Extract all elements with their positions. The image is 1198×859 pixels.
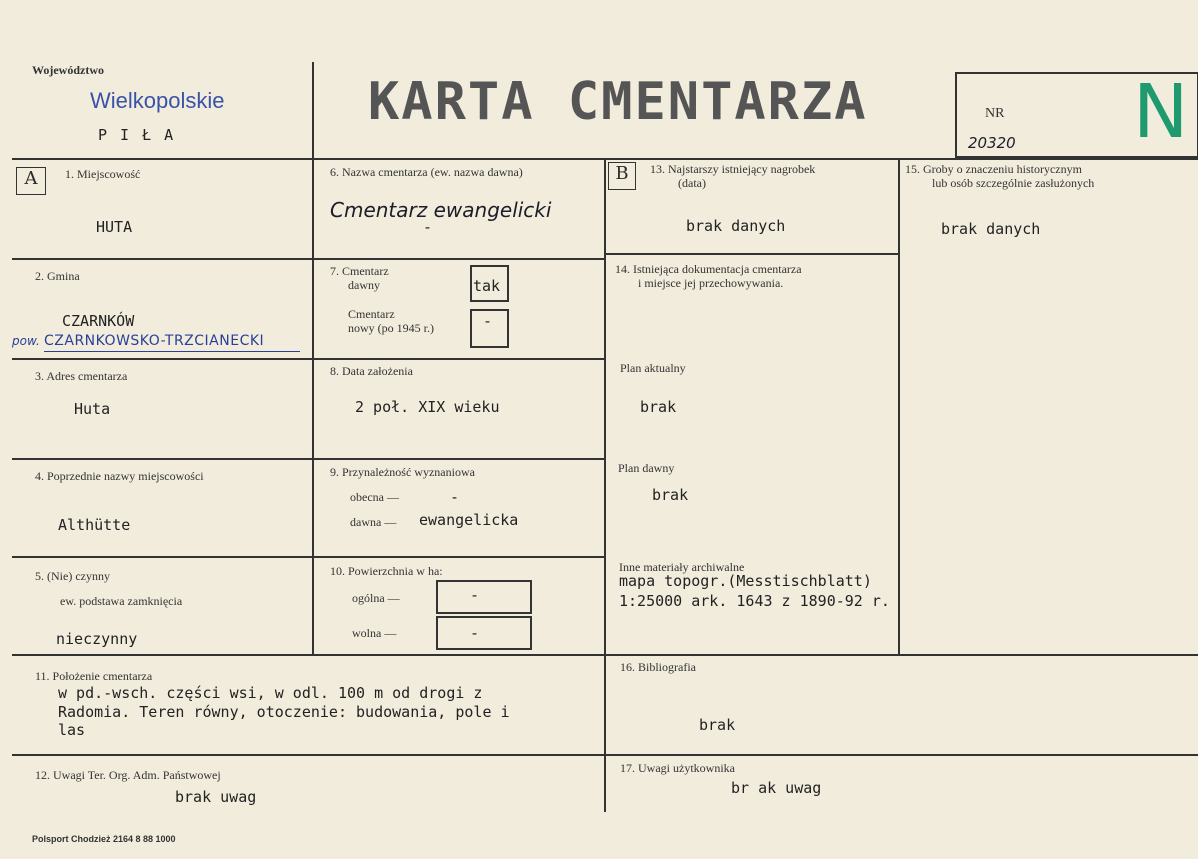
- field-17-label: 17. Uwagi użytkownika: [620, 761, 735, 775]
- inne-label: Inne materiały archiwalne: [619, 560, 745, 574]
- divider: [12, 556, 604, 558]
- inne-line-1: mapa topogr.(Messtischblatt): [619, 572, 872, 590]
- field-9-dawna-label: dawna —: [350, 515, 397, 529]
- field-2-note: CZARNKOWSKO-TRZCIANECKI: [44, 333, 265, 349]
- city-value: P I Ł A: [98, 126, 176, 144]
- field-10-wolna-box: [436, 616, 532, 650]
- plan-dawny-label: Plan dawny: [618, 461, 675, 475]
- field-11-line-1: w pd.-wsch. części wsi, w odl. 100 m od drogi z: [58, 684, 483, 702]
- divider: [12, 258, 604, 260]
- field-14-label-a: 14. Istniejąca dokumentacja cmentarza: [615, 262, 802, 276]
- divider: [604, 158, 606, 812]
- field-10-ogolna-label: ogólna —: [352, 591, 400, 605]
- wojewodztwo-stamp: Wielkopolskie: [90, 88, 225, 113]
- section-b-marker: B: [608, 162, 636, 190]
- field-10-ogolna-box: [436, 580, 532, 614]
- field-11-line-2: Radomia. Teren równy, otoczenie: budowania, pole i: [58, 703, 510, 721]
- field-11-line-3: las: [58, 721, 86, 739]
- field-4-label: 4. Poprzednie nazwy miejscowości: [35, 469, 204, 483]
- printer-footer: Polsport Chodzież 2164 8 88 1000: [32, 834, 176, 844]
- field-5-value: nieczynny: [56, 630, 138, 648]
- field-2-note-prefix: pow.: [12, 334, 40, 348]
- field-2-label: 2. Gmina: [35, 269, 80, 283]
- field-16-value: brak: [699, 716, 736, 734]
- field-12-label: 12. Uwagi Ter. Org. Adm. Państwowej: [35, 768, 221, 782]
- field-10-wolna-value: -: [470, 624, 480, 642]
- field-14-label-b: i miejsce jej przechowywania.: [638, 276, 784, 290]
- field-1-value: HUTA: [96, 218, 133, 236]
- field-1-label: 1. Miejscowość: [65, 167, 141, 181]
- field-9-obecna-value: -: [450, 488, 460, 506]
- field-13-label-a: 13. Najstarszy istniejący nagrobek: [650, 162, 816, 176]
- field-8-value: 2 poł. XIX wieku: [355, 398, 500, 416]
- field-6-dash: -: [423, 218, 433, 236]
- field-5-sublabel: ew. podstawa zamknięcia: [60, 594, 183, 608]
- field-13-label-b: (data): [678, 176, 706, 190]
- field-4-value: Althütte: [58, 516, 131, 534]
- nr-letter: N: [1133, 69, 1189, 155]
- divider: [12, 654, 1198, 656]
- card-title: KARTA CMENTARZA: [368, 72, 868, 132]
- divider: [12, 458, 604, 460]
- divider: [898, 158, 900, 654]
- field-3-label: 3. Adres cmentarza: [35, 369, 128, 383]
- field-11-label: 11. Położenie cmentarza: [35, 669, 153, 683]
- plan-aktualny-label: Plan aktualny: [620, 361, 686, 375]
- field-9-obecna-label: obecna —: [350, 490, 399, 504]
- field-15-label-b: lub osób szczególnie zasłużonych: [932, 176, 1095, 190]
- field-15-label-a: 15. Groby o znaczeniu historycznym: [905, 162, 1082, 176]
- divider: [12, 754, 1198, 756]
- field-3-value: Huta: [74, 400, 111, 418]
- section-a-marker: A: [16, 167, 46, 195]
- field-15-value: brak danych: [941, 220, 1041, 238]
- plan-dawny-value: brak: [652, 486, 689, 504]
- divider: [604, 253, 898, 255]
- field-7-label-d: nowy (po 1945 r.): [348, 321, 434, 335]
- field-7-label-b: dawny: [348, 278, 380, 292]
- field-17-value: br ak uwag: [731, 779, 822, 797]
- field-9-dawna-value: ewangelicka: [419, 511, 519, 529]
- field-7-label-c: Cmentarz: [348, 307, 395, 321]
- field-6-value: Cmentarz ewangelicki: [330, 198, 552, 222]
- field-9-label: 9. Przynależność wyznaniowa: [330, 465, 475, 479]
- inne-line-2: 1:25000 ark. 1643 z 1890-92 r.: [619, 592, 890, 610]
- nr-label: NR: [985, 106, 1005, 121]
- field-6-label: 6. Nazwa cmentarza (ew. nazwa dawna): [330, 165, 523, 179]
- divider: [12, 358, 604, 360]
- field-8-label: 8. Data założenia: [330, 364, 413, 378]
- field-2-value: CZARNKÓW: [62, 312, 135, 330]
- field-2-note-underline: [44, 351, 300, 352]
- field-16-label: 16. Bibliografia: [620, 660, 696, 674]
- field-7-nowy-value: -: [483, 312, 493, 330]
- field-7-dawny-value: tak: [473, 277, 501, 295]
- plan-aktualny-value: brak: [640, 398, 677, 416]
- field-10-label: 10. Powierzchnia w ha:: [330, 564, 443, 578]
- field-7-label-a: 7. Cmentarz: [330, 264, 389, 278]
- field-10-wolna-label: wolna —: [352, 626, 397, 640]
- field-5-label: 5. (Nie) czynny: [35, 569, 110, 583]
- field-10-ogolna-value: -: [470, 586, 480, 604]
- nr-value: 20320: [968, 134, 1016, 152]
- field-13-value: brak danych: [686, 217, 786, 235]
- wojewodztwo-label: Województwo: [32, 63, 104, 77]
- field-12-value: brak uwag: [175, 788, 257, 806]
